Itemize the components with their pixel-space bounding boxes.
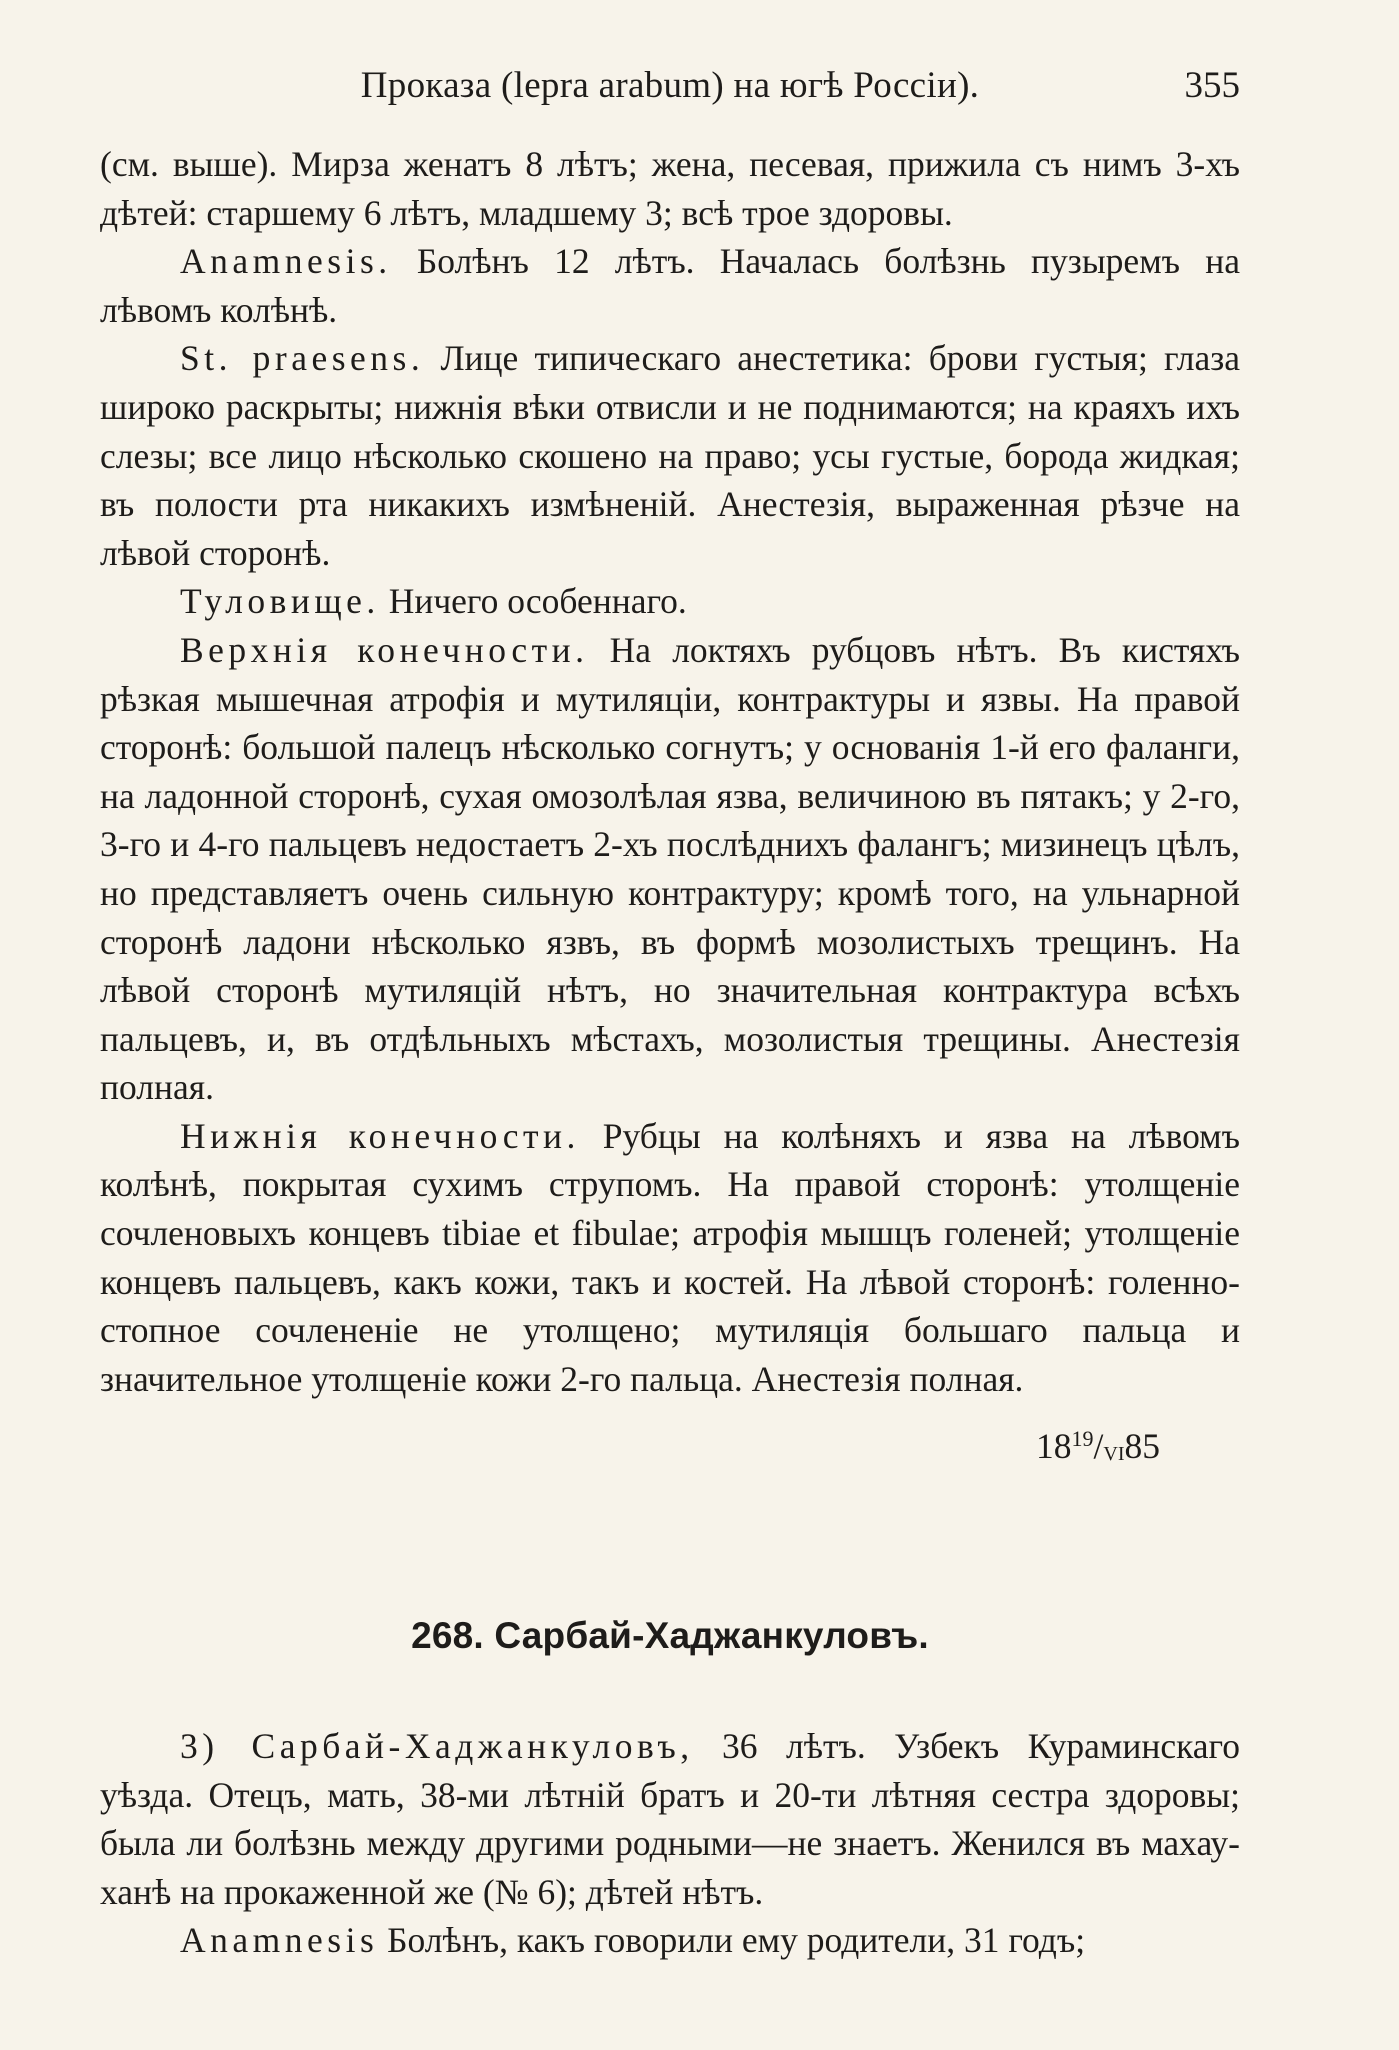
date-main: 18 — [1036, 1426, 1072, 1467]
paragraph-family: (см. выше). Мирза женатъ 8 лѣтъ; жена, песевая, прижила съ нимъ 3-хъ дѣтей: старшему 6 лѣтъ, младшему 3; всѣ трое здоровы. — [100, 144, 1240, 233]
patient-intro-text: 36 лѣтъ. Узбекъ Кураминскаго уѣзда. Отецъ, мать, 38-ми лѣтній братъ и 20-ти лѣтняя сестра здоровы; была ли болѣзнь между другими родными—не знаетъ. Женился въ махау-ханѣ на прокаженной же (№ 6); дѣтей нѣтъ. — [100, 1726, 1240, 1912]
case-268-text — [100, 1722, 1240, 1965]
anamnesis-label-268: Anamnesis — [180, 1920, 379, 1961]
paragraph-case-268-intro — [100, 1722, 1240, 1916]
anamnesis-text-268: Болѣнъ, какъ говорили ему родители, 31 годъ; — [378, 1920, 1086, 1961]
anamnesis-text: Болѣнъ 12 лѣтъ. Началась болѣзнь пузыремъ на лѣвомъ колѣнѣ. — [100, 241, 1240, 330]
case-267-text — [100, 140, 1240, 1479]
date-year: 85 — [1124, 1426, 1160, 1467]
case-268-heading: 268. Сарбай-Хаджанкуловъ. — [411, 1615, 929, 1656]
status-praesens-text: Лице типическаго анестетика: брови густыя; глаза широко раскрыты; нижнія вѣки отвисли и не поднимаются; на краяхъ ихъ слезы; все лицо нѣсколько скошено на право; усы густые, борода жидкая; въ полости рта никакихъ измѣненій. Анестезія, выраженная рѣзче на лѣвой сторонѣ. — [100, 338, 1240, 573]
paragraph-torso — [100, 577, 1240, 626]
paragraph-case-268-anamnesis — [100, 1916, 1240, 1965]
date-separator: / — [1093, 1426, 1104, 1467]
running-header — [100, 64, 1240, 114]
torso-label: Туловище. — [180, 581, 380, 622]
anamnesis-label: Anamnesis. — [180, 241, 392, 282]
status-praesens-label: St. praesens. — [180, 338, 425, 379]
patient-name: 3) Сарбай-Хаджанкуловъ, — [180, 1726, 694, 1766]
lower-limbs-label: Нижнія конечности. — [180, 1115, 580, 1156]
paragraph-status-praesens — [100, 334, 1240, 577]
running-title: Проказа (lepra arabum) на югѣ Россіи). — [360, 65, 980, 106]
paragraph-upper-limbs — [100, 626, 1240, 1112]
paragraph-lower-limbs — [100, 1112, 1240, 1404]
paragraph-anamnesis — [100, 237, 1240, 334]
record-date — [100, 1415, 1240, 1479]
upper-limbs-text: На локтяхъ рубцовъ нѣтъ. Въ кистяхъ рѣзкая мышечная атрофія и мутиляціи, контрактуры и язвы. На правой сторонѣ: большой палецъ нѣсколько согнутъ; у основанія 1-й его фаланги, на ладонной сторонѣ, сухая омозолѣлая язва, величиною въ пятакъ; у 2-го, 3-го и 4-го пальцевъ недостаетъ 2-хъ послѣднихъ фалангъ; мизинецъ цѣлъ, но представляетъ очень сильную контрактуру; кромѣ того, на ульнарной сторонѣ ладони нѣсколько язвъ, въ формѣ мозолистыхъ трещинъ. На лѣвой сторонѣ мутиляцій нѣтъ, но значительная контрактура всѣхъ пальцевъ, и, въ отдѣльныхъ мѣстахъ, мозолистыя трещины. Анестезія полная. — [100, 629, 1240, 1108]
page-number: 355 — [1184, 65, 1240, 106]
upper-limbs-label: Верхнія конечности. — [180, 629, 589, 670]
date-day: 19 — [1071, 1426, 1094, 1452]
lower-limbs-text: Рубцы на колѣняхъ и язва на лѣвомъ колѣнѣ, покрытая сухимъ струпомъ. На правой сторонѣ: утолщеніе сочленовыхъ концевъ tibiae et fibulae; атрофія мышцъ голеней; утолщеніе концевъ пальцевъ, какъ кожи, такъ и костей. На лѣвой сторонѣ: голенно-стопное сочлененіе не утолщено; мутиляція большаго пальца и значительное утолщеніе кожи 2-го пальца. Анестезія полная. — [100, 1115, 1240, 1399]
date-month: VI — [1103, 1443, 1125, 1466]
torso-text: Ничего особеннаго. — [379, 581, 687, 622]
